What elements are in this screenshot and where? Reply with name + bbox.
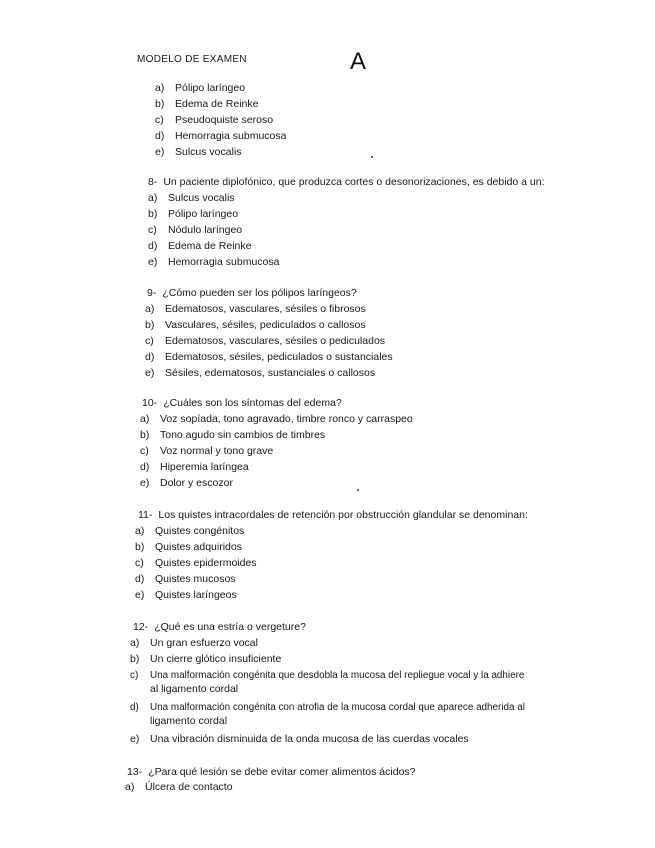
option-q7-e: e) Sulcus vocalis (155, 146, 242, 158)
option-q7-b: b) Edema de Reinke (155, 98, 259, 110)
question-12: 12- ¿Qué es una estría o vergeture? (133, 621, 306, 633)
scan-speck (371, 156, 373, 158)
option-q9-d: d) Edematosos, sésiles, pediculados o sustanciales (145, 351, 393, 363)
option-q9-b: b) Vasculares, sésiles, pediculados o callosos (145, 319, 366, 331)
option-q10-e: e) Dolor y escozor (140, 477, 233, 489)
option-q12-c-continuation: al ligamento cordal (150, 683, 239, 695)
option-q12-a: a) Un gran esfuerzo vocal (130, 637, 258, 649)
option-q13-a: a) Úlcera de contacto (125, 781, 233, 793)
exam-version: A (350, 48, 367, 75)
option-q12-c: c) Una malformación congénita que desdobla la mucosa del repliegue vocal y la adhiere (130, 670, 525, 681)
scan-speck (357, 489, 359, 491)
option-q12-b: b) Un cierre glótico insuficiente (130, 653, 282, 665)
option-q8-a: a) Sulcus vocalis (148, 192, 235, 204)
option-q7-a: a) Pólipo laríngeo (155, 82, 246, 94)
option-q7-c: c) Pseudoquiste seroso (155, 114, 274, 126)
option-q12-d: d) Una malformación congénita con atrofia de la mucosa cordal que aparece adherida al (130, 702, 525, 713)
option-q9-a: a) Edematosos, vasculares, sésiles o fibrosos (145, 303, 366, 315)
exam-title: MODELO DE EXAMEN (137, 54, 247, 65)
option-q10-b: b) Tono agudo sin cambios de timbres (140, 429, 326, 441)
option-q7-d: d) Hemorragia submucosa (155, 130, 287, 142)
option-q12-d-continuation: ligamento cordal (150, 715, 228, 727)
option-q11-c: c) Quistes epidermoides (135, 557, 257, 569)
option-q11-e: e) Quistes laríngeos (135, 589, 237, 601)
option-q11-b: b) Quistes adquiridos (135, 541, 242, 553)
option-q10-c: c) Voz normal y tono grave (140, 445, 274, 457)
question-8: 8- Un paciente diplofónico, que produzca cortes o desonorizaciones, es debido a un: (148, 176, 545, 188)
option-q8-d: d) Edema de Reinke (148, 240, 252, 252)
option-q12-e: e) Una vibración disminuida de la onda mucosa de las cuerdas vocales (130, 733, 469, 745)
option-q9-e: e) Sésiles, edematosos, sustanciales o callosos (145, 367, 376, 379)
option-q10-d: d) Hiperemia laríngea (140, 461, 249, 473)
question-9: 9- ¿Cómo pueden ser los pólipos laríngeos? (147, 287, 357, 299)
option-q8-e: e) Hemorragia submucosa (148, 256, 280, 268)
option-q8-c: c) Nódulo laríngeo (148, 224, 243, 236)
question-11: 11- Los quistes intracordales de retención por obstrucción glandular se denominan: (138, 509, 528, 521)
option-q8-b: b) Pólipo laríngeo (148, 208, 239, 220)
option-q9-c: c) Edematosos, vasculares, sésiles o pediculados (145, 335, 386, 347)
question-13: 13- ¿Para qué lesión se debe evitar comer alimentos ácidos? (127, 766, 416, 778)
option-q11-d: d) Quistes mucosos (135, 573, 236, 585)
question-10: 10- ¿Cuáles son los síntomas del edema? (142, 397, 342, 409)
option-q11-a: a) Quistes congénitos (135, 525, 245, 537)
option-q10-a: a) Voz sopíada, tono agravado, timbre ronco y carraspeo (140, 413, 413, 425)
